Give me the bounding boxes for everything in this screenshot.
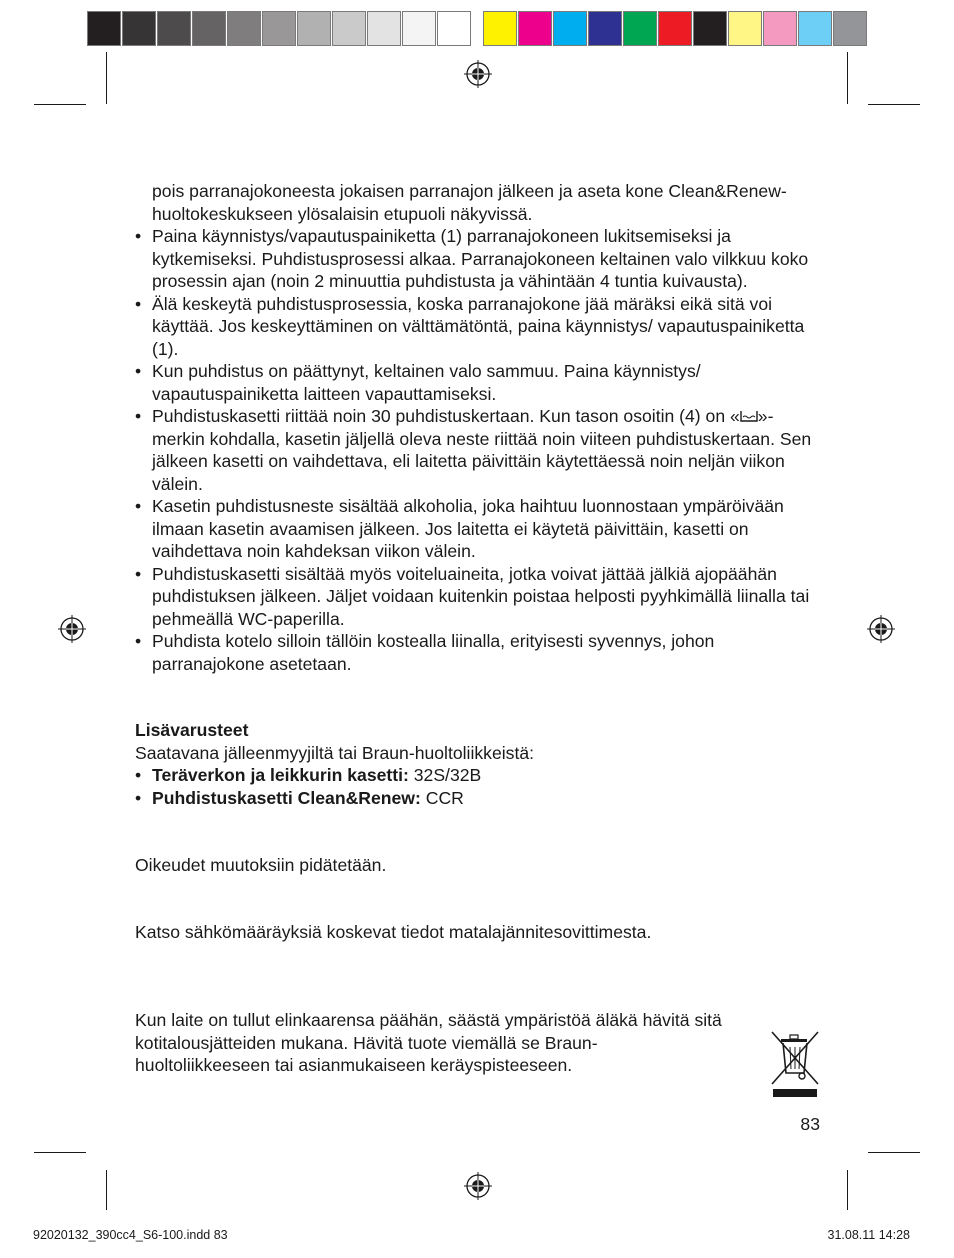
bullet: • (135, 406, 142, 426)
color-swatch (157, 11, 191, 46)
bullet: • (135, 361, 142, 381)
list-item (135, 787, 815, 810)
crop-mark (847, 1170, 848, 1210)
list-item: • Puhdistuskasetti riittää noin 30 puhdistuskertaan. Kun tason osoitin (4) on « »-merkin kohdalla, kasetin jäljellä oleva neste riittää noin viiteen puhdistuskertaan. Sen jälkeen kasetti on vaihdettava, eli laitetta päivittäin käytettäessä noin neljän viikon välein. (135, 406, 812, 494)
color-swatch (518, 11, 552, 46)
crop-mark (868, 1152, 920, 1153)
registration-mark-icon (58, 615, 86, 643)
registration-mark-icon (464, 60, 492, 88)
manual-body (135, 180, 815, 1077)
color-swatch (402, 11, 436, 46)
gray-calibration-bar (87, 11, 472, 46)
color-swatch (588, 11, 622, 46)
footer-file-info: 92020132_390cc4_S6-100.indd 83 (33, 1228, 228, 1242)
accessories-list (135, 764, 815, 809)
crop-mark (34, 104, 86, 105)
color-swatch (332, 11, 366, 46)
crop-mark (868, 104, 920, 105)
crop-mark (106, 52, 107, 104)
accessories-intro: Saatavana jälleenmyyjiltä tai Braun-huoltoliikkeistä: (135, 742, 535, 763)
bullet: • (135, 631, 142, 651)
crossed-out-wheelie-bin-icon (769, 1029, 821, 1099)
color-swatch (658, 11, 692, 46)
color-swatch (437, 11, 471, 46)
bullet: • (135, 226, 142, 246)
color-swatch (798, 11, 832, 46)
electrical-notice: Katso sähkömääräyksiä koskevat tiedot matalajännitesovittimesta. (135, 921, 652, 942)
color-swatch (297, 11, 331, 46)
crop-mark (847, 52, 848, 104)
bullet: • (135, 787, 142, 808)
accessory-label: Puhdistuskasetti Clean&Renew: (152, 787, 421, 808)
footer-timestamp: 31.08.11 14:28 (827, 1228, 910, 1242)
color-swatch (728, 11, 762, 46)
list-item (135, 764, 815, 787)
crop-mark (34, 1152, 86, 1153)
registration-mark-icon (867, 615, 895, 643)
color-swatch (367, 11, 401, 46)
rights-notice: Oikeudet muutoksiin pidätetään. (135, 855, 387, 875)
accessory-label: Teräverkon ja leikkurin kasetti: (152, 765, 409, 785)
color-calibration-bar (483, 11, 868, 46)
color-swatch (483, 11, 517, 46)
accessory-code: 32S/32B (413, 765, 482, 785)
list-item: • Älä keskeytä puhdistusprosessia, koska parranajokone jää märäksi eikä sitä voi käyttää. Jos keskeyttäminen on välttämätöntä, paina käynnistys/ vapautuspainiketta (1). (135, 293, 805, 359)
color-swatch (192, 11, 226, 46)
cartridge-level-icon (740, 410, 758, 422)
bullet: • (135, 496, 142, 516)
intro-paragraph: pois parranajokoneesta jokaisen parranajon jälkeen ja aseta kone Clean&Renew-huoltokeskukseen ylösalaisin etupuoli näkyvissä. (152, 181, 787, 224)
accessories-heading: Lisävarusteet (135, 720, 249, 740)
bullet: • (135, 563, 142, 584)
list-item: • Kun puhdistus on päättynyt, keltainen valo sammuu. Paina käynnistys/ vapautuspainiketta laitteen vapauttamiseksi. (135, 361, 701, 404)
color-swatch (553, 11, 587, 46)
color-swatch (623, 11, 657, 46)
list-item: • Paina käynnistys/vapautuspainiketta (1) parranajokoneen lukitsemiseksi ja kytkemiseksi. Puhdistusprosessi alkaa. Parranajokoneen keltainen valo vilkkuu koko prosessin ajan (noin 2 minuuttia puhdistusta ja vähintään 4 tuntia kuivausta). (135, 226, 809, 291)
color-swatch (227, 11, 261, 46)
color-swatch (833, 11, 867, 46)
page-number: 83 (800, 1114, 820, 1134)
color-swatch (763, 11, 797, 46)
registration-mark-icon (464, 1172, 492, 1200)
crop-mark (106, 1170, 107, 1210)
bullet: • (135, 293, 142, 314)
list-item: • Kasetin puhdistusneste sisältää alkoholia, joka haihtuu luonnostaan ympäröivään ilmaan kasetin avaamisen jälkeen. Jos laitetta ei käytetä päivittäin, kasetti on vaihdettava noin kahdeksan viikon välein. (135, 496, 784, 561)
list-item: • Puhdistuskasetti sisältää myös voiteluaineita, jotka voivat jättää jälkiä ajopäähän puhdistuksen jälkeen. Jäljet voidaan kuitenkin poistaa helposti pyyhkimällä liinalla tai pehmeällä WC-paperilla. (135, 563, 810, 629)
accessory-code: CCR (425, 787, 464, 808)
color-swatch (693, 11, 727, 46)
color-swatch (122, 11, 156, 46)
color-swatch (262, 11, 296, 46)
disposal-notice: Kun laite on tullut elinkaarensa päähän, säästä ympäristöä äläkä hävitä sitä kotitalousjätteiden mukana. Hävitä tuote viemällä se Braun-huoltoliikkeeseen tai asianmukaiseen keräyspisteeseen. (135, 1010, 722, 1075)
list-item: • Puhdista kotelo silloin tällöin kostealla liinalla, erityisesti syvennys, johon parranajokone asetetaan. (135, 631, 715, 674)
cleaning-instructions-list (135, 225, 815, 675)
color-swatch (87, 11, 121, 46)
bullet: • (135, 765, 142, 785)
